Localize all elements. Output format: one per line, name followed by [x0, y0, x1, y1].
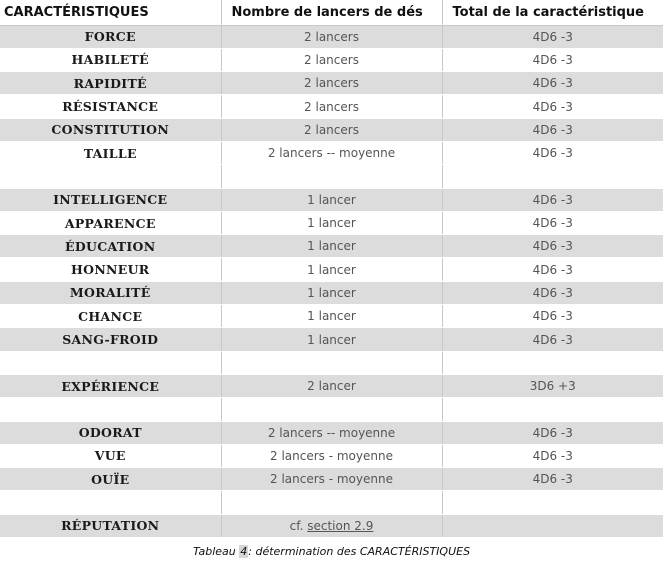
spacer-cell	[0, 351, 221, 374]
row-total	[442, 514, 663, 537]
table-row	[0, 118, 663, 141]
row-name: SANG-FROID	[0, 328, 221, 351]
row-throws: 2 lancers	[221, 25, 442, 48]
row-throws: 2 lancers - moyenne	[221, 444, 442, 467]
row-name: CHANCE	[0, 305, 221, 328]
header-characteristics: CARACTÉRISTIQUES	[0, 0, 221, 25]
row-total: 4D6 -3	[442, 328, 663, 351]
table-row	[0, 235, 663, 258]
table-row-spacer	[0, 398, 663, 421]
row-name: RAPIDITÉ	[0, 72, 221, 95]
row-total: 3D6 +3	[442, 374, 663, 397]
table-row	[0, 72, 663, 95]
spacer-cell	[221, 165, 442, 188]
table-row	[0, 468, 663, 491]
row-name: INTELLIGENCE	[0, 188, 221, 211]
row-total: 4D6 -3	[442, 72, 663, 95]
table-row	[0, 141, 663, 164]
row-name: RÉSISTANCE	[0, 95, 221, 118]
spacer-cell	[442, 351, 663, 374]
row-total: 4D6 -3	[442, 235, 663, 258]
row-name: RÉPUTATION	[0, 514, 221, 537]
row-total: 4D6 -3	[442, 258, 663, 281]
table-row	[0, 188, 663, 211]
row-throws: 2 lancers -- moyenne	[221, 421, 442, 444]
row-throws: 2 lancers - moyenne	[221, 468, 442, 491]
row-name: ODORAT	[0, 421, 221, 444]
header-total: Total de la caractéristique	[442, 0, 663, 25]
reference-prefix: cf.	[289, 518, 304, 533]
table-row-spacer	[0, 165, 663, 188]
row-total: 4D6 -3	[442, 95, 663, 118]
row-name: TAILLE	[0, 141, 221, 164]
row-throws: 2 lancers -- moyenne	[221, 141, 442, 164]
row-name: EXPÉRIENCE	[0, 374, 221, 397]
caption-prefix: Tableau	[192, 545, 240, 558]
row-throws: 2 lancer	[221, 374, 442, 397]
spacer-cell	[442, 491, 663, 514]
table-header-row	[0, 0, 663, 25]
row-total: 4D6 -3	[442, 188, 663, 211]
section-link[interactable]: section 2.9	[307, 518, 374, 533]
row-total: 4D6 -3	[442, 141, 663, 164]
table-row-spacer	[0, 351, 663, 374]
table-row	[0, 305, 663, 328]
spacer-cell	[221, 491, 442, 514]
row-name: MORALITÉ	[0, 281, 221, 304]
caption-number: 4	[240, 545, 248, 558]
row-throws: 2 lancers	[221, 95, 442, 118]
row-throws: 2 lancers	[221, 72, 442, 95]
caption-text: : détermination des CARACTÉRISTIQUES	[248, 545, 471, 558]
table-row	[0, 328, 663, 351]
table-row	[0, 48, 663, 71]
row-name: FORCE	[0, 25, 221, 48]
row-name: HABILETÉ	[0, 48, 221, 71]
row-name: OUÏE	[0, 468, 221, 491]
table-row	[0, 25, 663, 48]
row-throws: 2 lancers	[221, 118, 442, 141]
row-total: 4D6 -3	[442, 118, 663, 141]
table-row	[0, 95, 663, 118]
row-throws: 1 lancer	[221, 188, 442, 211]
row-total: 4D6 -3	[442, 211, 663, 234]
row-throws: 1 lancer	[221, 281, 442, 304]
row-throws: 1 lancer	[221, 328, 442, 351]
table-row	[0, 258, 663, 281]
row-total: 4D6 -3	[442, 48, 663, 71]
header-dice-throws: Nombre de lancers de dés	[221, 0, 442, 25]
row-total: 4D6 -3	[442, 444, 663, 467]
row-throws: 2 lancers	[221, 48, 442, 71]
table-row	[0, 211, 663, 234]
spacer-cell	[221, 398, 442, 421]
table-row-spacer	[0, 491, 663, 514]
row-total: 4D6 -3	[442, 421, 663, 444]
spacer-cell	[0, 165, 221, 188]
spacer-cell	[442, 165, 663, 188]
row-total: 4D6 -3	[442, 305, 663, 328]
row-throws	[221, 514, 442, 537]
row-name: CONSTITUTION	[0, 118, 221, 141]
row-total: 4D6 -3	[442, 468, 663, 491]
row-throws: 1 lancer	[221, 305, 442, 328]
row-name: HONNEUR	[0, 258, 221, 281]
table-row	[0, 514, 663, 537]
table-row	[0, 374, 663, 397]
table-row	[0, 421, 663, 444]
row-total: 4D6 -3	[442, 25, 663, 48]
table-row	[0, 281, 663, 304]
row-total: 4D6 -3	[442, 281, 663, 304]
spacer-cell	[221, 351, 442, 374]
table-caption	[0, 545, 663, 558]
table-row	[0, 444, 663, 467]
spacer-cell	[0, 398, 221, 421]
spacer-cell	[442, 398, 663, 421]
row-name: VUE	[0, 444, 221, 467]
row-throws: 1 lancer	[221, 211, 442, 234]
row-name: ÉDUCATION	[0, 235, 221, 258]
spacer-cell	[0, 491, 221, 514]
row-throws: 1 lancer	[221, 235, 442, 258]
row-throws: 1 lancer	[221, 258, 442, 281]
row-name: APPARENCE	[0, 211, 221, 234]
